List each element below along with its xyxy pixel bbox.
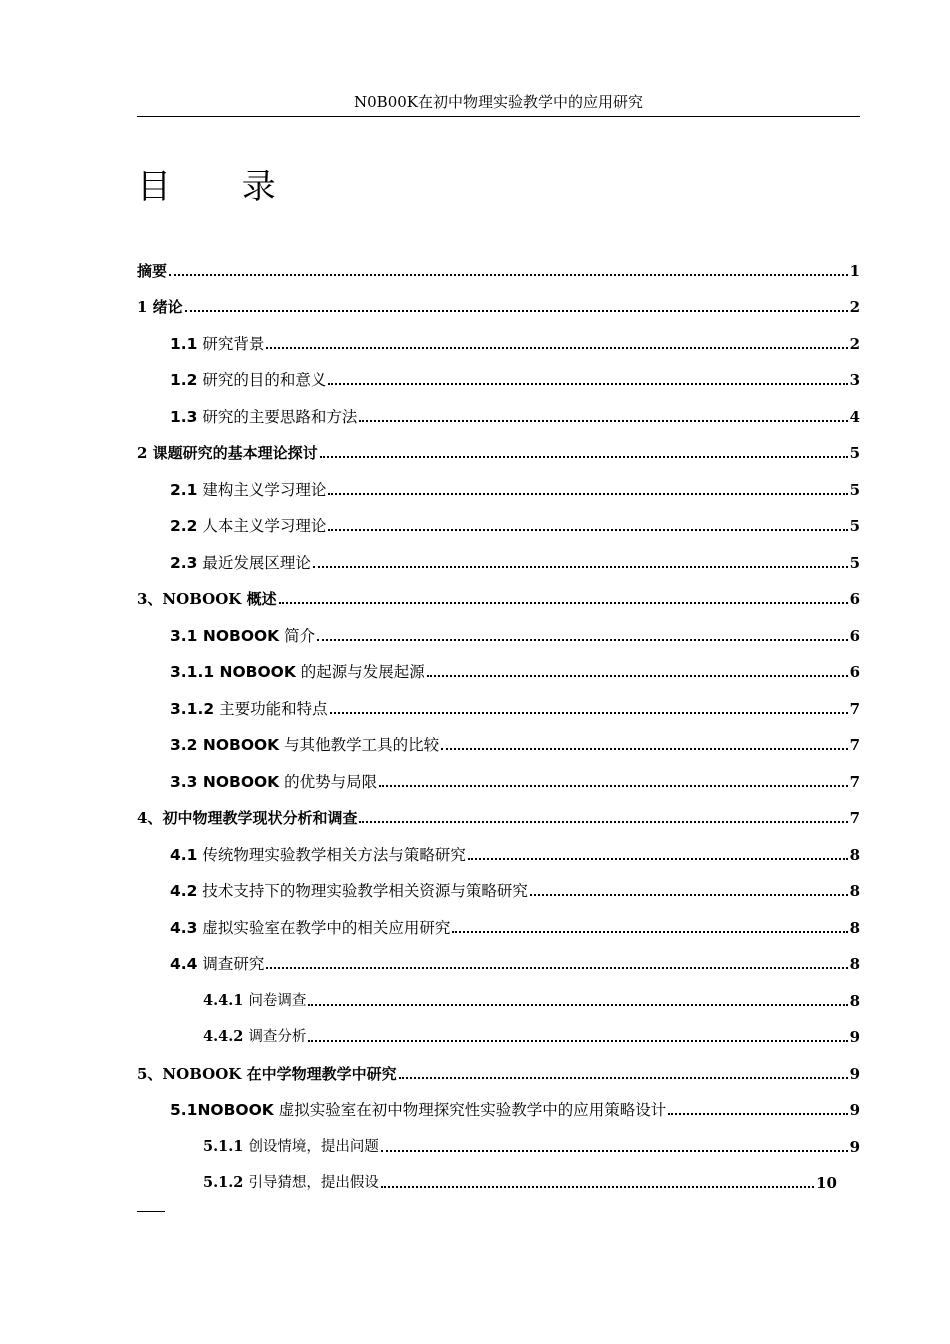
toc-entry-page: 5 [849, 553, 860, 572]
toc-entry-text: 建构主义学习理论 [202, 480, 327, 499]
toc-entry-page: 9 [849, 1137, 860, 1156]
toc-entry-number: 1.1 [170, 334, 198, 353]
toc-entry-text: 技术支持下的物理实验教学相关资源与策略研究 [202, 882, 528, 900]
toc-entry-page: 6 [849, 663, 860, 681]
dot-leader [381, 1150, 848, 1152]
toc-entry-page: 8 [849, 845, 860, 864]
toc-entry[interactable] [137, 1011, 860, 1048]
toc-entry-label [170, 954, 264, 974]
dot-leader [313, 566, 848, 568]
toc-entry-number: 4、 [137, 809, 163, 827]
toc-entry-label [170, 772, 377, 792]
toc-entry-page: 10 [816, 1174, 837, 1192]
toc-entry[interactable] [137, 281, 860, 318]
toc-entry-label [170, 407, 357, 427]
toc-entry-label [203, 991, 306, 1011]
toc-entry-number: 3.1 NOBOOK [170, 626, 280, 645]
toc-entry[interactable] [137, 646, 860, 683]
toc-entry-label [170, 662, 425, 682]
toc-entry-page: 2 [849, 298, 860, 316]
toc-entry-text: 传统物理实验教学相关方法与策略研究 [202, 845, 466, 864]
toc-entry[interactable] [137, 573, 860, 610]
toc-entry-page: 8 [849, 955, 860, 973]
toc-entry-label [170, 1100, 666, 1120]
toc-entry[interactable] [137, 1157, 837, 1194]
toc-entry-number: 4.1 [170, 845, 198, 864]
toc-entry-number: 4.4 [170, 955, 198, 973]
toc-entry-text: 初中物理教学现状分析和调查 [162, 809, 358, 827]
dot-leader [328, 529, 847, 531]
toc-entry-text: 简介 [284, 626, 316, 645]
toc-entry-number: 2.2 [170, 517, 198, 535]
toc-entry[interactable] [137, 317, 860, 354]
toc-entry-text: 虚拟实验室在初中物理探究性实验教学中的应用策略设计 [278, 1101, 667, 1119]
footnote-rule [137, 1211, 165, 1212]
toc-entry-label [170, 735, 439, 755]
toc-entry-number: 3.2 NOBOOK [170, 736, 280, 754]
toc-entry-number: 4.3 [170, 918, 198, 937]
toc-entry-text: 创设情境，提出问题 [248, 1138, 379, 1155]
toc-entry[interactable] [137, 938, 860, 975]
dot-leader [330, 712, 848, 714]
toc-entry[interactable] [137, 244, 860, 281]
toc-entry-page: 6 [849, 590, 860, 608]
toc-entry-label [170, 845, 466, 865]
dot-leader [427, 675, 848, 677]
toc-entry-page: 7 [849, 772, 860, 791]
toc-entry-label [170, 881, 528, 901]
toc-entry-page: 8 [849, 991, 860, 1010]
toc-entry-page: 9 [849, 1064, 860, 1083]
dot-leader [399, 1077, 848, 1079]
toc-entry-page: 6 [849, 626, 860, 645]
toc-entry-text: 人本主义学习理论 [202, 517, 327, 535]
toc-entry[interactable] [137, 901, 860, 938]
toc-entry-label [137, 1064, 397, 1084]
dot-leader [441, 748, 847, 750]
toc-entry-text: 在中学物理教学中研究 [246, 1064, 397, 1083]
toc-entry-label [137, 808, 357, 828]
toc-entry[interactable] [137, 609, 860, 646]
toc-entry[interactable] [137, 719, 860, 756]
toc-entry[interactable] [137, 1047, 860, 1084]
toc-entry-number: 1.2 [170, 371, 198, 389]
toc-entry-label [203, 1173, 379, 1193]
toc-entry[interactable] [137, 354, 860, 391]
toc-entry-number: 2 [137, 444, 148, 462]
toc-entry-number: 3.1.2 [170, 699, 215, 718]
dot-leader [317, 639, 847, 641]
dot-leader [328, 383, 847, 385]
toc-entry[interactable] [137, 1120, 860, 1157]
toc-entry-page: 2 [849, 334, 860, 353]
toc-entry-number: 1 [137, 298, 148, 316]
toc-entry-label [137, 261, 167, 281]
toc-entry-number: 3、NOBOOK [137, 590, 242, 608]
toc-entry-text: 研究背景 [202, 334, 265, 353]
toc-entry-number: 2.1 [170, 480, 198, 499]
dot-leader [452, 931, 847, 933]
toc-title: 目 录 [137, 166, 306, 207]
dot-leader [379, 785, 847, 787]
toc-entry-text: 虚拟实验室在教学中的相关应用研究 [202, 918, 451, 937]
toc-entry-number: 2.3 [170, 553, 198, 572]
toc-entry[interactable] [137, 974, 860, 1011]
toc-entry-label [137, 443, 318, 463]
toc-entry[interactable] [137, 463, 860, 500]
toc-entry-label [170, 699, 328, 719]
toc-entry-text: 的优势与局限 [284, 772, 378, 791]
toc-entry[interactable] [137, 865, 860, 902]
toc-list [137, 244, 860, 1193]
toc-entry-text: 引导猜想，提出假设 [248, 1175, 379, 1191]
dot-leader [359, 420, 847, 422]
toc-entry-text: 调查分析 [248, 1029, 307, 1045]
running-header: N0B00K在初中物理实验教学中的应用研究 [354, 93, 643, 111]
dot-leader [668, 1113, 847, 1115]
toc-entry-number: 5、NOBOOK [137, 1064, 242, 1083]
header-rule [137, 116, 860, 117]
toc-entry-page: 8 [849, 918, 860, 937]
dot-leader [308, 1040, 847, 1042]
toc-entry-text: 课题研究的基本理论探讨 [152, 444, 318, 462]
toc-entry-label [170, 334, 264, 354]
toc-entry-number: 5.1NOBOOK [170, 1101, 274, 1119]
toc-entry-label [203, 1027, 306, 1047]
toc-entry-label [203, 1137, 379, 1157]
toc-entry-page: 7 [849, 699, 860, 718]
toc-entry[interactable] [137, 390, 860, 427]
toc-entry-number: 3.3 NOBOOK [170, 772, 280, 791]
toc-entry-label [170, 516, 326, 536]
toc-entry-text: 的起源与发展起源 [300, 663, 425, 681]
toc-entry-label [137, 589, 277, 609]
dot-leader [381, 1186, 814, 1188]
dot-leader [308, 1004, 847, 1006]
toc-entry-label [170, 553, 311, 573]
toc-entry-page: 7 [849, 736, 860, 754]
dot-leader [468, 858, 848, 860]
toc-entry-text: 调查研究 [202, 955, 265, 973]
toc-entry[interactable] [137, 1084, 860, 1121]
toc-entry[interactable] [137, 755, 860, 792]
toc-entry[interactable] [137, 828, 860, 865]
toc-entry-number: 5.1.1 [203, 1137, 244, 1155]
toc-entry-text: 研究的目的和意义 [202, 371, 327, 389]
dot-leader [328, 493, 847, 495]
toc-entry-number: 4.2 [170, 882, 198, 900]
toc-entry-text: 概述 [246, 590, 277, 608]
toc-entry-text: 摘要 [137, 261, 168, 280]
dot-leader [320, 456, 848, 458]
toc-entry-number: 3.1.1 NOBOOK [170, 663, 296, 681]
toc-entry-page: 5 [849, 517, 860, 535]
toc-entry-text: 与其他教学工具的比较 [284, 736, 440, 754]
toc-entry-page: 9 [849, 1101, 860, 1119]
toc-entry[interactable] [137, 682, 860, 719]
dot-leader [279, 602, 848, 604]
toc-entry-label [170, 370, 326, 390]
dot-leader [266, 347, 847, 349]
toc-entry-label [170, 480, 326, 500]
toc-entry-page: 3 [849, 371, 860, 389]
toc-entry[interactable] [137, 536, 860, 573]
toc-entry-label [170, 918, 450, 938]
toc-entry-text: 主要功能和特点 [219, 699, 328, 718]
dot-leader [169, 274, 848, 276]
toc-entry-page: 4 [849, 407, 860, 426]
dot-leader [185, 310, 848, 312]
toc-entry-number: 4.4.1 [203, 991, 244, 1009]
dot-leader [266, 967, 847, 969]
toc-entry[interactable] [137, 500, 860, 537]
dot-leader [530, 894, 848, 896]
toc-entry-number: 5.1.2 [203, 1174, 244, 1191]
toc-entry-page: 8 [849, 882, 860, 900]
toc-entry[interactable] [137, 427, 860, 464]
toc-entry-number: 1.3 [170, 407, 198, 426]
toc-entry[interactable] [137, 792, 860, 829]
toc-entry-page: 5 [849, 444, 860, 462]
toc-entry-text: 最近发展区理论 [202, 553, 311, 572]
toc-entry-page: 1 [849, 261, 860, 280]
toc-entry-page: 7 [849, 809, 860, 827]
toc-entry-label [137, 297, 183, 317]
toc-entry-text: 问卷调查 [248, 992, 307, 1009]
toc-entry-text: 绪论 [152, 298, 183, 316]
toc-entry-text: 研究的主要思路和方法 [202, 407, 358, 426]
toc-entry-page: 9 [849, 1028, 860, 1046]
toc-entry-page: 5 [849, 480, 860, 499]
toc-entry-number: 4.4.2 [203, 1028, 244, 1045]
dot-leader [359, 821, 847, 823]
toc-entry-label [170, 626, 315, 646]
